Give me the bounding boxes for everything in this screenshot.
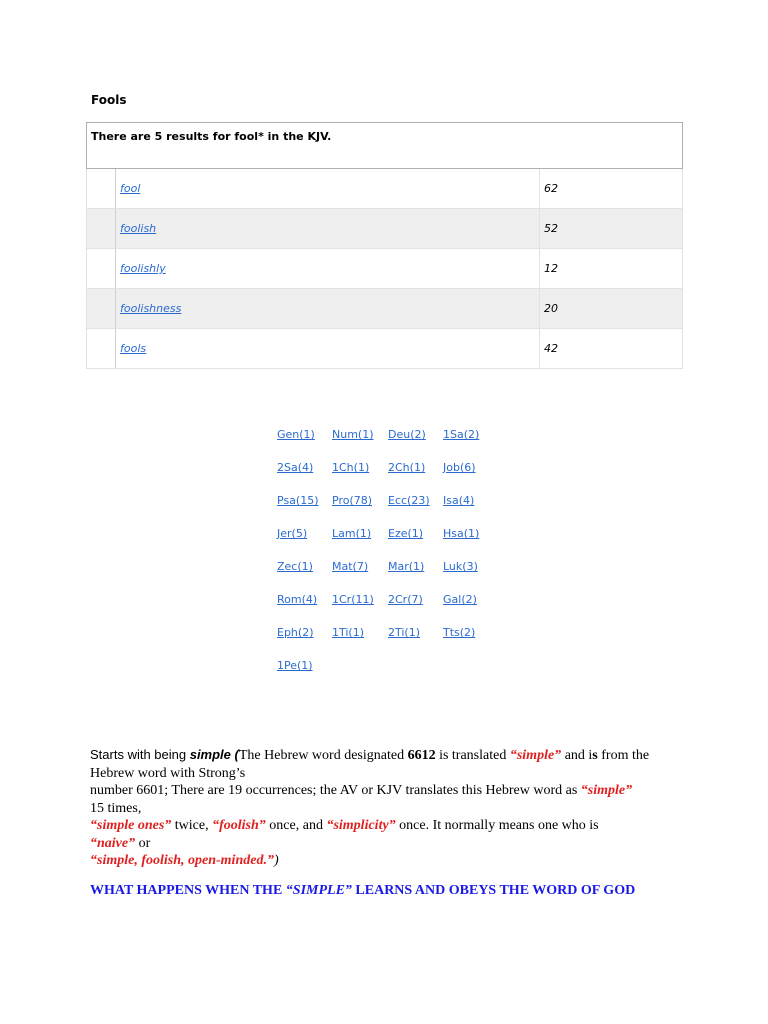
table-row	[87, 249, 683, 289]
book-reference-link[interactable]: Rom(4)	[277, 593, 318, 606]
table-row	[87, 289, 683, 329]
book-reference-link[interactable]: Mar(1)	[388, 560, 425, 573]
table-row	[87, 329, 683, 369]
book-reference-link[interactable]: Job(6)	[443, 461, 476, 474]
section-title: WHAT HAPPENS WHEN THE “SIMPLE” LEARNS AND OBEYS THE WORD OF GOD	[90, 883, 636, 898]
book-reference-link[interactable]: 1Ti(1)	[332, 626, 365, 639]
count-cell: 42	[540, 329, 683, 369]
book-reference-link[interactable]: Eze(1)	[388, 527, 424, 540]
count-cell: 52	[540, 209, 683, 249]
book-reference-link[interactable]: Ecc(23)	[388, 494, 430, 507]
book-reference-link[interactable]: Deu(2)	[388, 428, 426, 441]
body-paragraph: Starts with being simple (The Hebrew word designated 6612 is translated “simple” and is from the Hebrew word with Strong’s number 6601; There are 19 occurrences; the AV or KJV translates this Hebrew word as “simple” 15 times, “simple ones” twice, “foolish” once, and “simplicity” once. It normally means one who is “naive” or “simple, foolish, open-minded.”)	[90, 747, 650, 868]
book-reference-link[interactable]: Tts(2)	[443, 626, 476, 639]
book-reference-link[interactable]: 1Cr(11)	[332, 593, 374, 606]
book-reference-link[interactable]: 2Ti(1)	[388, 626, 421, 639]
count-cell: 62	[540, 169, 683, 209]
book-reference-link[interactable]: Zec(1)	[277, 560, 313, 573]
count-cell: 12	[540, 249, 683, 289]
book-reference-link[interactable]: Num(1)	[332, 428, 374, 441]
book-reference-link[interactable]: Gal(2)	[443, 593, 477, 606]
word-link[interactable]: foolish	[120, 222, 157, 235]
book-reference-link[interactable]: Pro(78)	[332, 494, 373, 507]
book-reference-link[interactable]: Eph(2)	[277, 626, 314, 639]
book-reference-link[interactable]: 2Sa(4)	[277, 461, 314, 474]
book-reference-link[interactable]: Isa(4)	[443, 494, 475, 507]
word-link[interactable]: fools	[120, 342, 147, 355]
book-reference-link[interactable]: 1Ch(1)	[332, 461, 370, 474]
book-reference-link[interactable]: Mat(7)	[332, 560, 369, 573]
book-reference-link[interactable]: 1Sa(2)	[443, 428, 480, 441]
book-reference-link[interactable]: 2Ch(1)	[388, 461, 426, 474]
page-heading: Fools	[91, 93, 127, 107]
table-row	[87, 169, 683, 209]
strongs-number: 6612	[407, 748, 436, 763]
book-reference-link[interactable]: Psa(15)	[277, 494, 319, 507]
results-caption: There are 5 results for fool* in the KJV.	[87, 123, 683, 169]
word-link[interactable]: foolishness	[120, 302, 182, 315]
table-row	[87, 209, 683, 249]
book-reference-link[interactable]: Lam(1)	[332, 527, 372, 540]
book-reference-link[interactable]: Hsa(1)	[443, 527, 480, 540]
book-reference-link[interactable]: 1Pe(1)	[277, 659, 313, 672]
book-reference-link[interactable]: Jer(5)	[277, 527, 308, 540]
word-link[interactable]: foolishly	[120, 262, 166, 275]
book-reference-link[interactable]: 2Cr(7)	[388, 593, 423, 606]
word-link[interactable]: fool	[120, 182, 141, 195]
book-reference-link[interactable]: Gen(1)	[277, 428, 315, 441]
count-cell: 20	[540, 289, 683, 329]
emphasis-simple: simple	[189, 747, 231, 762]
book-reference-grid	[277, 426, 498, 674]
results-table	[86, 122, 683, 369]
book-reference-link[interactable]: Luk(3)	[443, 560, 478, 573]
